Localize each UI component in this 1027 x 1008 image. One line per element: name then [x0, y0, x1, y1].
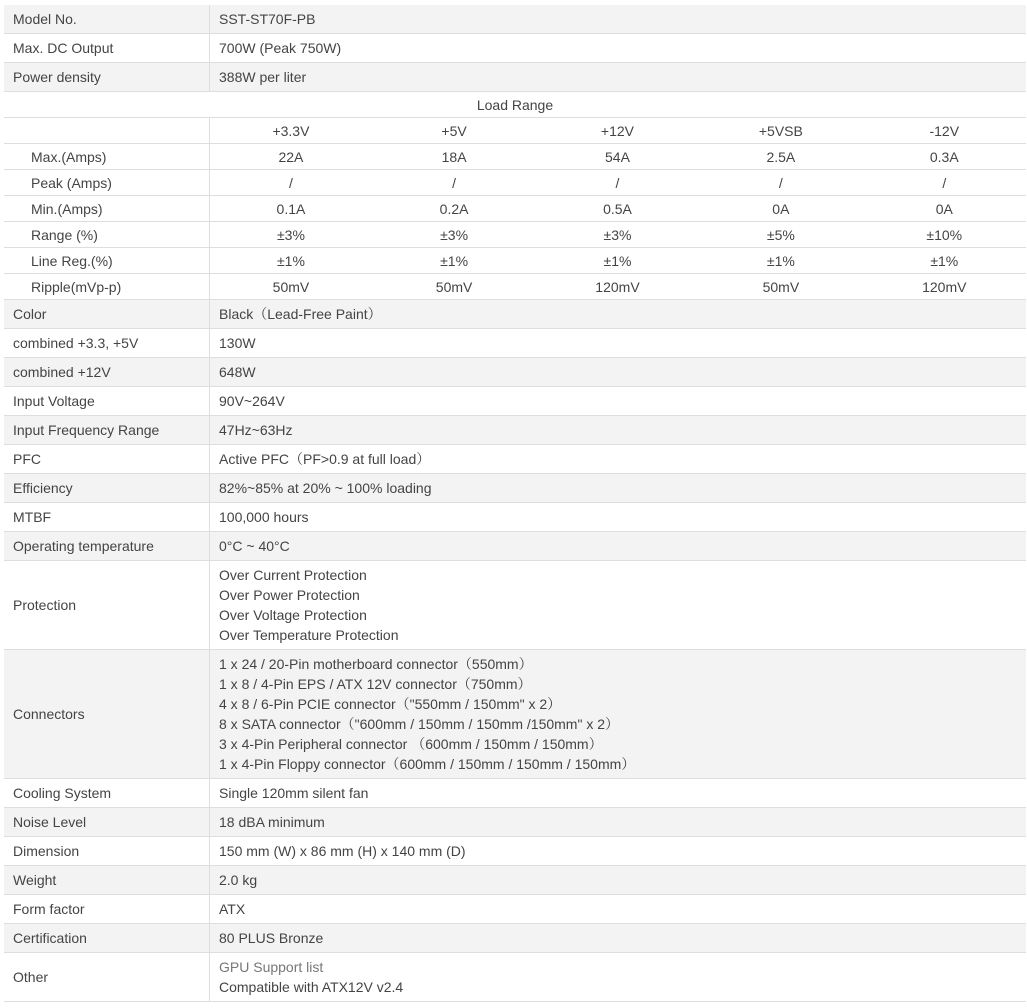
row-connectors — [4, 650, 1026, 779]
load-row — [4, 144, 1026, 170]
col-header: +5V — [372, 118, 535, 144]
label-form-factor: Form factor — [4, 895, 210, 924]
label-mtbf: MTBF — [4, 503, 210, 532]
col-header: +3.3V — [209, 118, 372, 144]
load-cell: / — [699, 170, 862, 196]
protection-line: Over Power Protection — [219, 587, 360, 603]
load-row — [4, 170, 1026, 196]
value-connectors — [210, 650, 1027, 779]
load-cell: ±3% — [536, 222, 699, 248]
label-efficiency: Efficiency — [4, 474, 210, 503]
label-certification: Certification — [4, 924, 210, 953]
label-power-density: Power density — [4, 63, 210, 92]
protection-line: Over Voltage Protection — [219, 607, 367, 623]
value-cooling: Single 120mm silent fan — [210, 779, 1027, 808]
load-cell: 120mV — [922, 278, 967, 295]
load-cell: 0.5A — [536, 196, 699, 222]
connector-line: 1 x 8 / 4-Pin EPS / ATX 12V connector（750mm） — [219, 676, 532, 692]
row-weight — [4, 866, 1026, 895]
connector-line: 3 x 4-Pin Peripheral connector （600mm / 150mm / 150mm） — [219, 736, 603, 752]
load-cell: ±5% — [699, 222, 862, 248]
load-row-label: Min.(Amps) — [4, 196, 209, 222]
load-cell: ±1% — [863, 248, 1026, 274]
load-cell: ±1% — [536, 248, 699, 274]
load-cell: 0.3A — [863, 144, 1026, 170]
value-dc-output: 700W (Peak 750W) — [210, 34, 1027, 63]
label-input-frequency: Input Frequency Range — [4, 416, 210, 445]
label-pfc: PFC — [4, 445, 210, 474]
connector-line: 4 x 8 / 6-Pin PCIE connector（"550mm / 150mm" x 2） — [219, 696, 562, 712]
label-input-voltage: Input Voltage — [4, 387, 210, 416]
value-input-frequency: 47Hz~63Hz — [210, 416, 1027, 445]
label-dc-output: Max. DC Output — [4, 34, 210, 63]
row-color — [4, 300, 1026, 329]
row-mtbf — [4, 503, 1026, 532]
load-cell: / — [372, 170, 535, 196]
load-cell: ±3% — [209, 222, 372, 248]
load-cell: 0.2A — [372, 196, 535, 222]
value-operating-temperature: 0°C ~ 40°C — [210, 532, 1027, 561]
load-cell: ±1% — [209, 248, 372, 274]
value-weight: 2.0 kg — [210, 866, 1027, 895]
row-form-factor — [4, 895, 1026, 924]
label-protection: Protection — [4, 561, 210, 650]
value-power-density: 388W per liter — [210, 63, 1027, 92]
gpu-support-link[interactable]: GPU Support list — [219, 959, 324, 975]
value-form-factor: ATX — [210, 895, 1027, 924]
load-row — [4, 248, 1026, 274]
label-model: Model No. — [4, 5, 210, 34]
load-row-label: Range (%) — [4, 222, 209, 248]
value-dimension: 150 mm (W) x 86 mm (H) x 140 mm (D) — [210, 837, 1027, 866]
label-operating-temperature: Operating temperature — [4, 532, 210, 561]
load-row — [4, 196, 1026, 222]
load-row — [4, 274, 1026, 300]
label-cooling: Cooling System — [4, 779, 210, 808]
label-noise: Noise Level — [4, 808, 210, 837]
row-load-range — [4, 92, 1026, 300]
load-row — [4, 222, 1026, 248]
load-range-table — [4, 92, 1026, 299]
value-combined-12: 648W — [210, 358, 1027, 387]
value-certification: 80 PLUS Bronze — [210, 924, 1027, 953]
value-mtbf: 100,000 hours — [210, 503, 1027, 532]
row-input-voltage — [4, 387, 1026, 416]
row-dc-output — [4, 34, 1026, 63]
value-input-voltage: 90V~264V — [210, 387, 1027, 416]
row-combined-12 — [4, 358, 1026, 387]
load-cell: ±1% — [699, 248, 862, 274]
protection-line: Over Temperature Protection — [219, 627, 399, 643]
load-cell: 120mV — [595, 278, 640, 295]
label-color: Color — [4, 300, 210, 329]
row-input-frequency — [4, 416, 1026, 445]
value-efficiency: 82%~85% at 20% ~ 100% loading — [210, 474, 1027, 503]
connector-line: 8 x SATA connector（"600mm / 150mm / 150mm /150mm" x 2） — [219, 716, 620, 732]
load-row-label: Ripple(mVp-p) — [4, 274, 209, 300]
label-dimension: Dimension — [4, 837, 210, 866]
label-weight: Weight — [4, 866, 210, 895]
col-header: +5VSB — [699, 118, 862, 144]
value-color: Black（Lead-Free Paint） — [210, 300, 1027, 329]
label-connectors: Connectors — [4, 650, 210, 779]
load-cell: 0A — [699, 196, 862, 222]
load-cell: 22A — [209, 144, 372, 170]
load-range-title: Load Range — [4, 92, 1026, 118]
load-cell: ±10% — [863, 222, 1026, 248]
row-noise — [4, 808, 1026, 837]
connector-line: 1 x 4-Pin Floppy connector（600mm / 150mm / 150mm / 150mm） — [219, 756, 636, 772]
load-cell: 50mV — [272, 278, 310, 295]
load-cell: 50mV — [435, 278, 473, 295]
load-cell: / — [209, 170, 372, 196]
col-header: +12V — [536, 118, 699, 144]
load-cell: 2.5A — [699, 144, 862, 170]
label-other: Other — [4, 953, 210, 1002]
load-row-label: Peak (Amps) — [4, 170, 209, 196]
row-pfc — [4, 445, 1026, 474]
row-protection — [4, 561, 1026, 650]
col-header: -12V — [863, 118, 1026, 144]
load-cell: 0A — [863, 196, 1026, 222]
row-cooling — [4, 779, 1026, 808]
spec-table — [4, 5, 1026, 1002]
row-dimension — [4, 837, 1026, 866]
row-operating-temperature — [4, 532, 1026, 561]
value-pfc: Active PFC（PF>0.9 at full load） — [210, 445, 1027, 474]
load-cell: 18A — [372, 144, 535, 170]
compatibility-text: Compatible with ATX12V v2.4 — [219, 979, 404, 995]
row-power-density — [4, 63, 1026, 92]
row-efficiency — [4, 474, 1026, 503]
value-protection — [210, 561, 1027, 650]
load-cell: / — [863, 170, 1026, 196]
load-cell: 0.1A — [209, 196, 372, 222]
value-combined-33-5: 130W — [210, 329, 1027, 358]
label-combined-33-5: combined +3.3, +5V — [4, 329, 210, 358]
connector-line: 1 x 24 / 20-Pin motherboard connector（550mm） — [219, 656, 533, 672]
load-row-label: Line Reg.(%) — [4, 248, 209, 274]
load-cell: ±1% — [372, 248, 535, 274]
row-certification — [4, 924, 1026, 953]
load-cell: / — [536, 170, 699, 196]
row-model — [4, 5, 1026, 34]
row-combined-33-5 — [4, 329, 1026, 358]
value-model: SST-ST70F-PB — [210, 5, 1027, 34]
load-cell: 50mV — [762, 278, 800, 295]
value-other — [210, 953, 1027, 1002]
load-cell: 54A — [536, 144, 699, 170]
load-row-label: Max.(Amps) — [4, 144, 209, 170]
protection-line: Over Current Protection — [219, 567, 367, 583]
row-other — [4, 953, 1026, 1002]
value-noise: 18 dBA minimum — [210, 808, 1027, 837]
load-cell: ±3% — [372, 222, 535, 248]
label-combined-12: combined +12V — [4, 358, 210, 387]
